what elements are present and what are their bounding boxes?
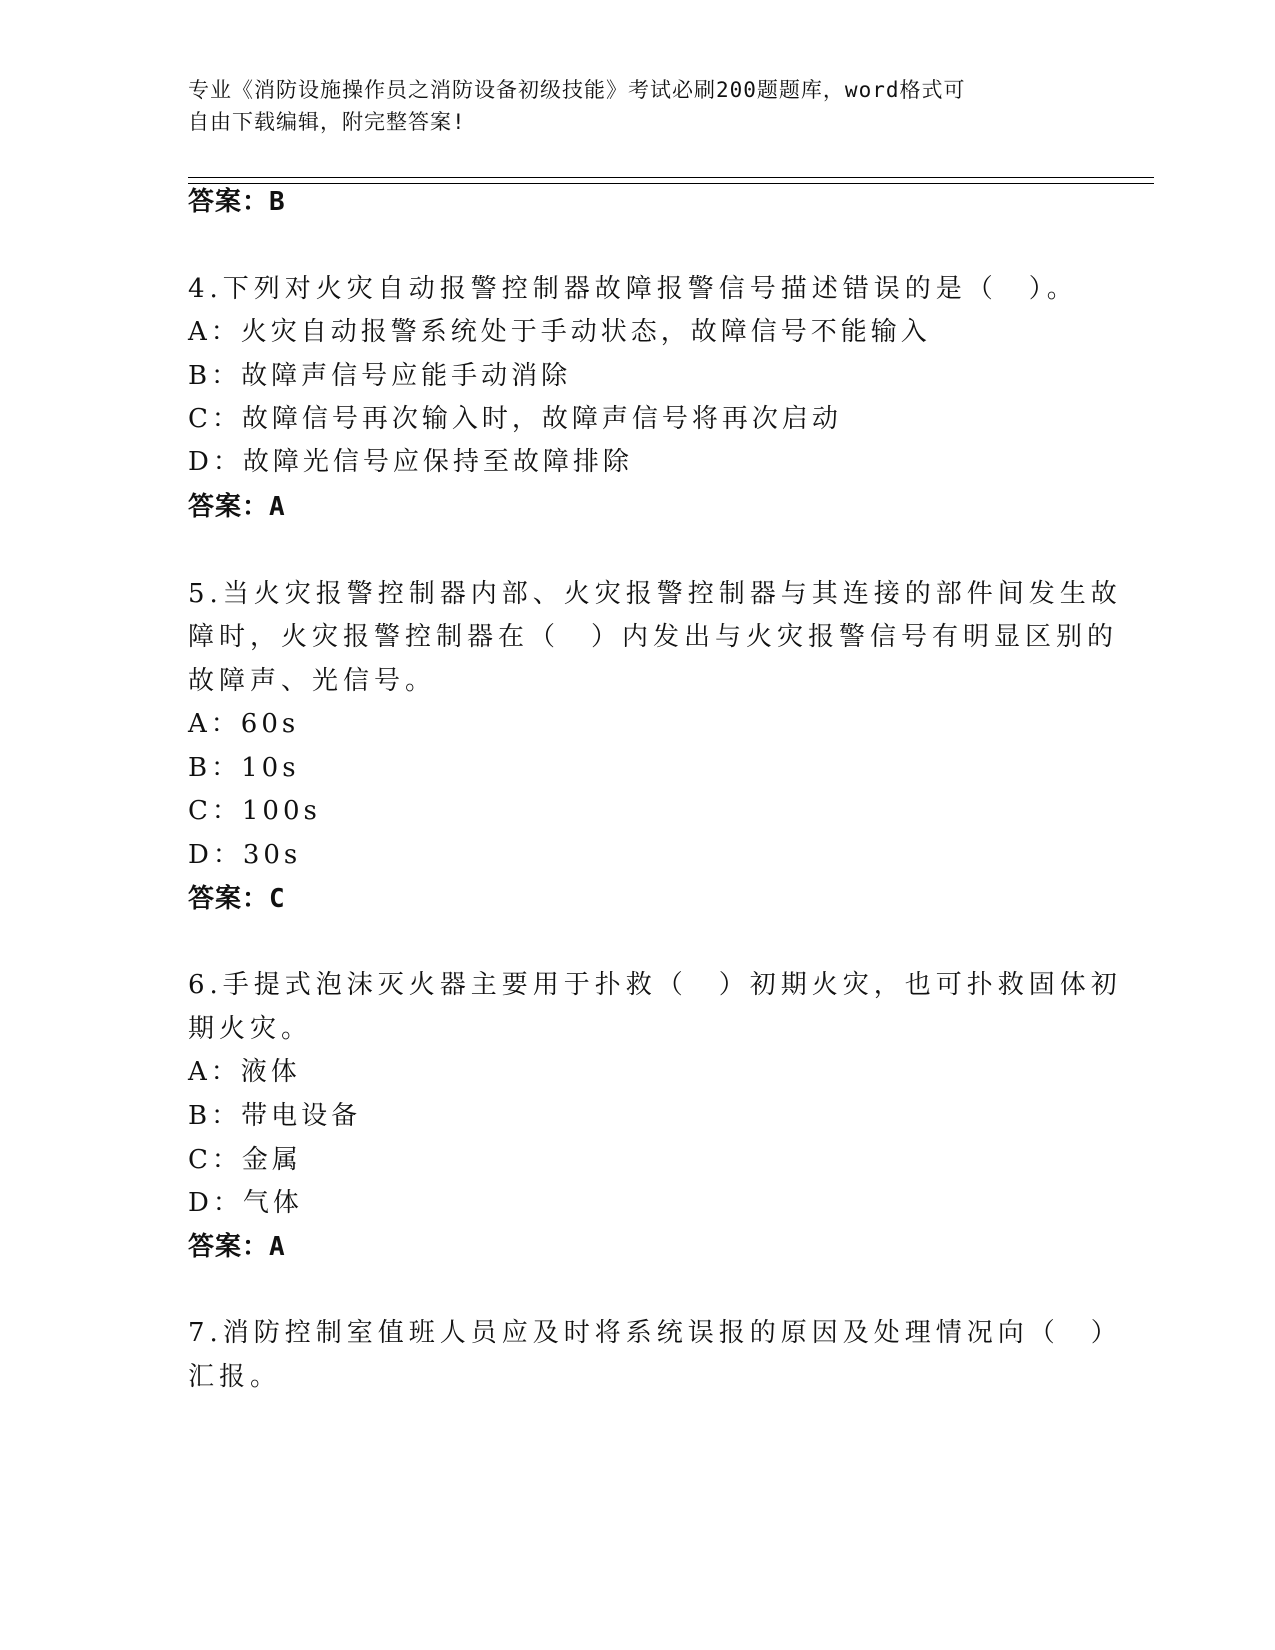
question-4-option-d: D：故障光信号应保持至故障排除 — [188, 447, 633, 477]
question-6-stem-line-2: 期火灾。 — [188, 1014, 313, 1044]
question-5-option-b: B：10s — [188, 753, 300, 783]
answer-q3: 答案：B — [188, 187, 286, 217]
header-line-1: 专业《消防设施操作员之消防设备初级技能》考试必刷200题题库，word格式可 — [188, 78, 966, 102]
question-4-option-b: B：故障声信号应能手动消除 — [188, 361, 572, 391]
question-4-option-c: C：故障信号再次输入时，故障声信号将再次启动 — [188, 404, 842, 434]
header-divider-bottom — [188, 183, 1154, 184]
question-7-stem-line-2: 汇报。 — [188, 1362, 282, 1392]
answer-q6: 答案：A — [188, 1232, 286, 1262]
header-line-2: 自由下载编辑，附完整答案! — [188, 110, 466, 134]
question-6-option-d: D：气体 — [188, 1188, 303, 1218]
question-5-stem-line-2: 障时，火灾报警控制器在（ ）内发出与火灾报警信号有明显区别的 — [188, 622, 1119, 652]
header-divider-top — [188, 177, 1154, 178]
question-6-option-a: A：液体 — [188, 1057, 301, 1087]
answer-q4: 答案：A — [188, 492, 286, 522]
question-4-option-a: A：火灾自动报警系统处于手动状态，故障信号不能输入 — [188, 317, 931, 347]
question-6-option-c: C：金属 — [188, 1145, 302, 1175]
question-5-option-a: A：60s — [188, 709, 300, 739]
question-6-option-b: B：带电设备 — [188, 1101, 362, 1131]
question-5-stem-line-3: 故障声、光信号。 — [188, 666, 437, 696]
question-6-stem-line-1: 6.手提式泡沫灭火器主要用于扑救（ ）初期火灾，也可扑救固体初 — [188, 970, 1122, 1000]
question-4-stem: 4.下列对火灾自动报警控制器故障报警信号描述错误的是（ ）。 — [188, 274, 1078, 304]
document-header — [188, 74, 1068, 138]
question-5-stem-line-1: 5.当火灾报警控制器内部、火灾报警控制器与其连接的部件间发生故 — [188, 579, 1122, 609]
answer-q5: 答案：C — [188, 884, 286, 914]
question-5-option-d: D：30s — [188, 840, 302, 870]
question-5-option-c: C：100s — [188, 796, 321, 826]
question-7-stem-line-1: 7.消防控制室值班人员应及时将系统误报的原因及处理情况向（ ） — [188, 1318, 1122, 1348]
